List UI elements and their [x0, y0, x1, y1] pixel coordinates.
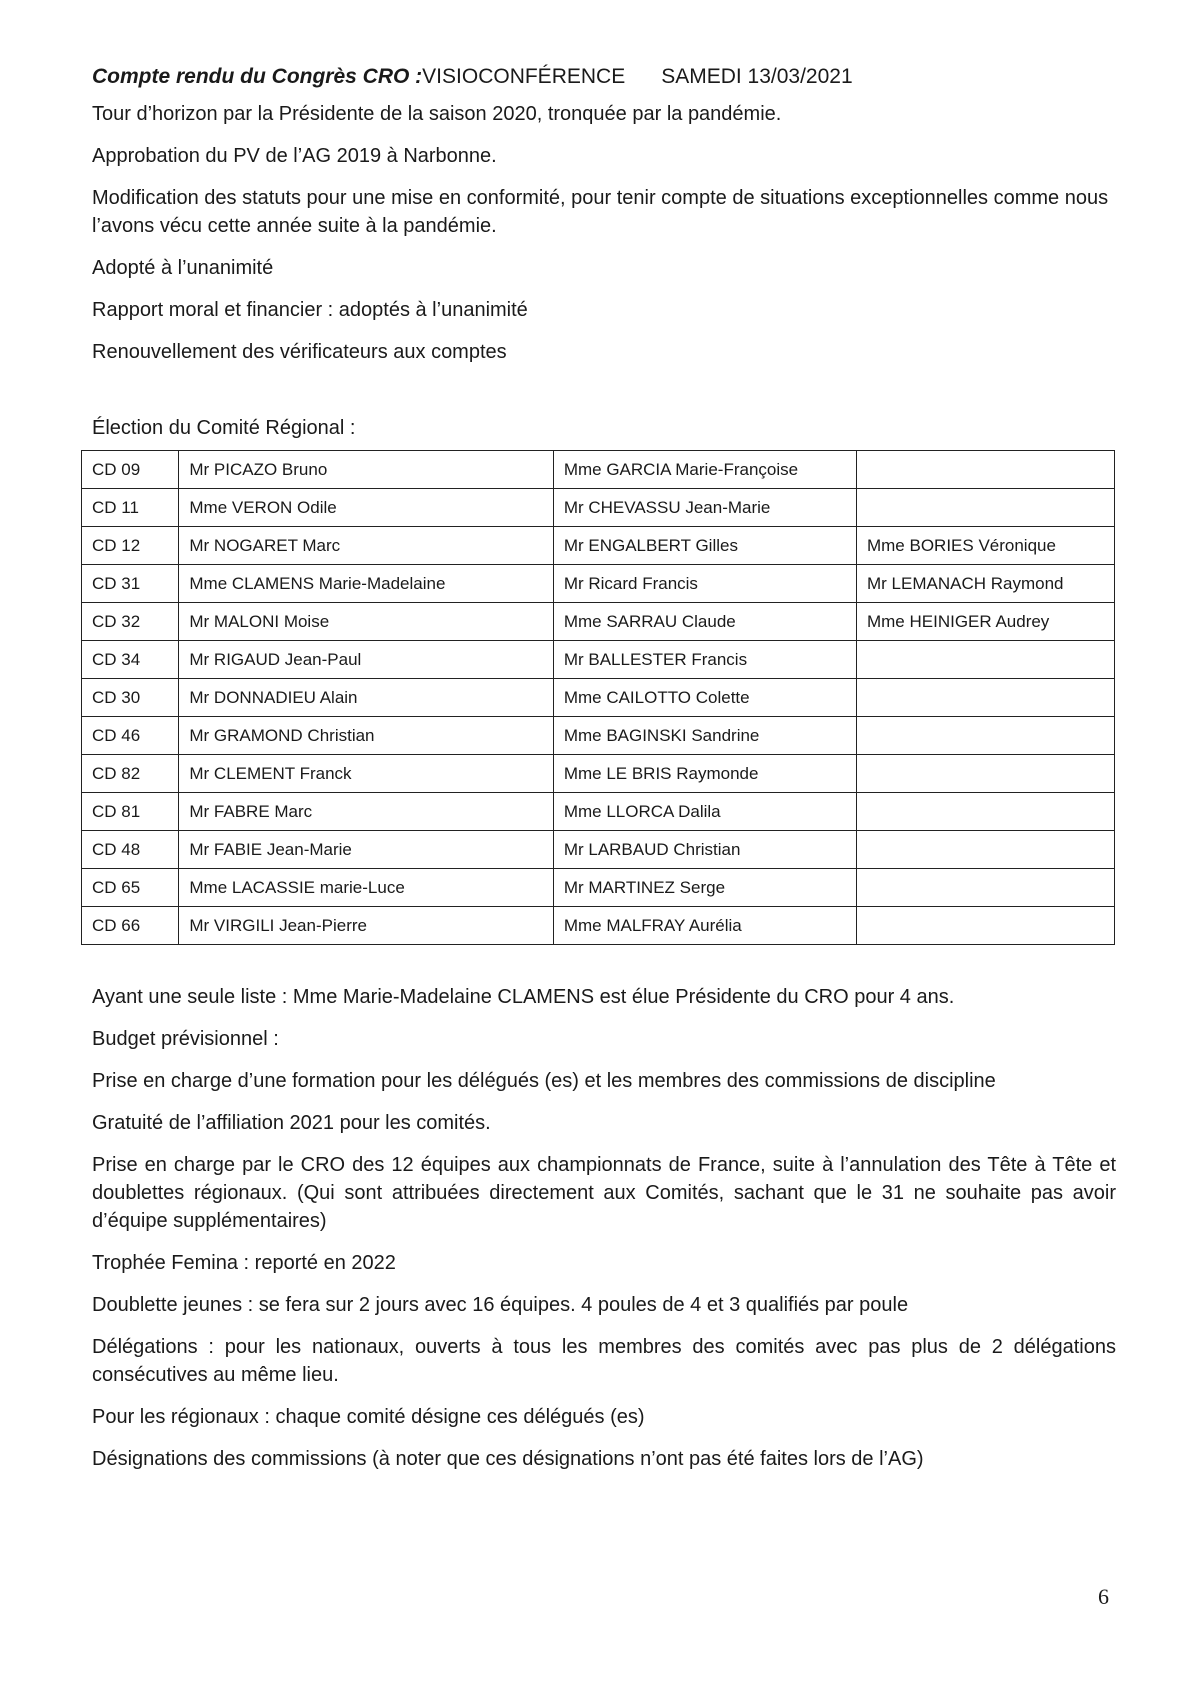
paragraph: Ayant une seule liste : Mme Marie-Madelaine CLAMENS est élue Présidente du CRO pour 4 ans. [92, 986, 955, 1008]
table-cell [856, 641, 1114, 679]
paragraph: Doublette jeunes : se fera sur 2 jours avec 16 équipes. 4 poules de 4 et 3 qualifiés par poule [92, 1294, 909, 1316]
table-cell: Mr BALLESTER Francis [553, 641, 856, 679]
table-cell: CD 32 [82, 603, 179, 641]
table-row [82, 527, 1115, 565]
table-cell: Mme MALFRAY Aurélia [553, 907, 856, 945]
table-cell: Mme VERON Odile [179, 489, 553, 527]
table-cell [856, 831, 1114, 869]
paragraph: Trophée Femina : reporté en 2022 [92, 1252, 396, 1274]
table-row [82, 565, 1115, 603]
table-cell: Mme LE BRIS Raymonde [553, 755, 856, 793]
title-line [92, 62, 1116, 92]
paragraph: Modification des statuts pour une mise en conformité, pour tenir compte de situations exceptionnelles comme nous l’avons vécu cette année suite à la pandémie. [92, 187, 1109, 237]
table-cell: Mr LARBAUD Christian [553, 831, 856, 869]
table-cell [856, 489, 1114, 527]
table-cell: Mr PICAZO Bruno [179, 451, 553, 489]
table-cell [856, 793, 1114, 831]
table-cell: CD 31 [82, 565, 179, 603]
table-row [82, 831, 1115, 869]
paragraph: Approbation du PV de l’AG 2019 à Narbonne. [92, 145, 497, 167]
table-cell: Mr Ricard Francis [553, 565, 856, 603]
table-cell: Mme BAGINSKI Sandrine [553, 717, 856, 755]
table-cell: Mme CAILOTTO Colette [553, 679, 856, 717]
table-cell: CD 09 [82, 451, 179, 489]
table-cell [856, 451, 1114, 489]
table-cell [856, 869, 1114, 907]
meeting-mode: VISIOCONFÉRENCE [422, 65, 626, 88]
table-cell [856, 717, 1114, 755]
table-row [82, 451, 1115, 489]
table-cell: CD 12 [82, 527, 179, 565]
table-cell [856, 907, 1114, 945]
table-cell: Mr GRAMOND Christian [179, 717, 553, 755]
table-cell: Mr VIRGILI Jean-Pierre [179, 907, 553, 945]
table-cell: Mme SARRAU Claude [553, 603, 856, 641]
table-cell: CD 46 [82, 717, 179, 755]
table-row [82, 603, 1115, 641]
table-cell: CD 48 [82, 831, 179, 869]
paragraph: Gratuité de l’affiliation 2021 pour les comités. [92, 1112, 491, 1134]
election-label: Élection du Comité Régional : [92, 417, 356, 439]
table-cell: Mme BORIES Véronique [856, 527, 1114, 565]
table-row [82, 489, 1115, 527]
table-cell: Mme CLAMENS Marie-Madelaine [179, 565, 553, 603]
table-cell: Mr CHEVASSU Jean-Marie [553, 489, 856, 527]
table-cell: Mr RIGAUD Jean-Paul [179, 641, 553, 679]
table-cell: CD 11 [82, 489, 179, 527]
report-title: Compte rendu du Congrès CRO : [92, 65, 423, 88]
table-row [82, 641, 1115, 679]
paragraph: Adopté à l’unanimité [92, 257, 274, 279]
table-cell: CD 82 [82, 755, 179, 793]
table-row [82, 679, 1115, 717]
table-cell: CD 30 [82, 679, 179, 717]
table-cell: Mr LEMANACH Raymond [856, 565, 1114, 603]
table-cell: CD 65 [82, 869, 179, 907]
table-cell [856, 755, 1114, 793]
paragraph: Renouvellement des vérificateurs aux comptes [92, 341, 507, 363]
page-number: 6 [1098, 1584, 1109, 1609]
table-cell: CD 81 [82, 793, 179, 831]
table-cell: Mr MALONI Moise [179, 603, 553, 641]
table-cell: Mr FABRE Marc [179, 793, 553, 831]
paragraph: Délégations : pour les nationaux, ouverts à tous les membres des comités avec pas plus de 2 délégations consécutives au même lieu. [92, 1336, 1116, 1386]
paragraph: Rapport moral et financier : adoptés à l’unanimité [92, 299, 528, 321]
table-row [82, 907, 1115, 945]
table-cell: Mr MARTINEZ Serge [553, 869, 856, 907]
table-cell [856, 679, 1114, 717]
paragraph: Prise en charge par le CRO des 12 équipes aux championnats de France, suite à l’annulation des Tête à Tête et doublettes régionaux. (Qui sont attribuées directement aux Comités, sachant que le 31 ne souhaite pas avoir d’équipe supplémentaires) [92, 1154, 1116, 1232]
table-row [82, 793, 1115, 831]
table-cell: Mr DONNADIEU Alain [179, 679, 553, 717]
table-row [82, 869, 1115, 907]
table-cell: Mme GARCIA Marie-Françoise [553, 451, 856, 489]
document-page [92, 62, 1116, 1487]
table-cell: Mr NOGARET Marc [179, 527, 553, 565]
table-cell: CD 66 [82, 907, 179, 945]
committee-table [81, 450, 1115, 945]
paragraph: Pour les régionaux : chaque comité désigne ces délégués (es) [92, 1406, 645, 1428]
table-cell: Mr ENGALBERT Gilles [553, 527, 856, 565]
paragraph: Désignations des commissions (à noter que ces désignations n’ont pas été faites lors de l’AG) [92, 1448, 924, 1470]
table-cell: CD 34 [82, 641, 179, 679]
table-row [82, 755, 1115, 793]
spacer [92, 380, 1116, 414]
table-cell: Mme LACASSIE marie-Luce [179, 869, 553, 907]
paragraph: Budget prévisionnel : [92, 1028, 279, 1050]
meeting-date: SAMEDI 13/03/2021 [661, 65, 853, 88]
table-cell: Mme HEINIGER Audrey [856, 603, 1114, 641]
table-cell: Mr FABIE Jean-Marie [179, 831, 553, 869]
table-row [82, 717, 1115, 755]
table-cell: Mme LLORCA Dalila [553, 793, 856, 831]
table-cell: Mr CLEMENT Franck [179, 755, 553, 793]
paragraph: Tour d’horizon par la Présidente de la saison 2020, tronquée par la pandémie. [92, 103, 782, 125]
paragraph: Prise en charge d’une formation pour les délégués (es) et les membres des commissions de discipline [92, 1070, 996, 1092]
